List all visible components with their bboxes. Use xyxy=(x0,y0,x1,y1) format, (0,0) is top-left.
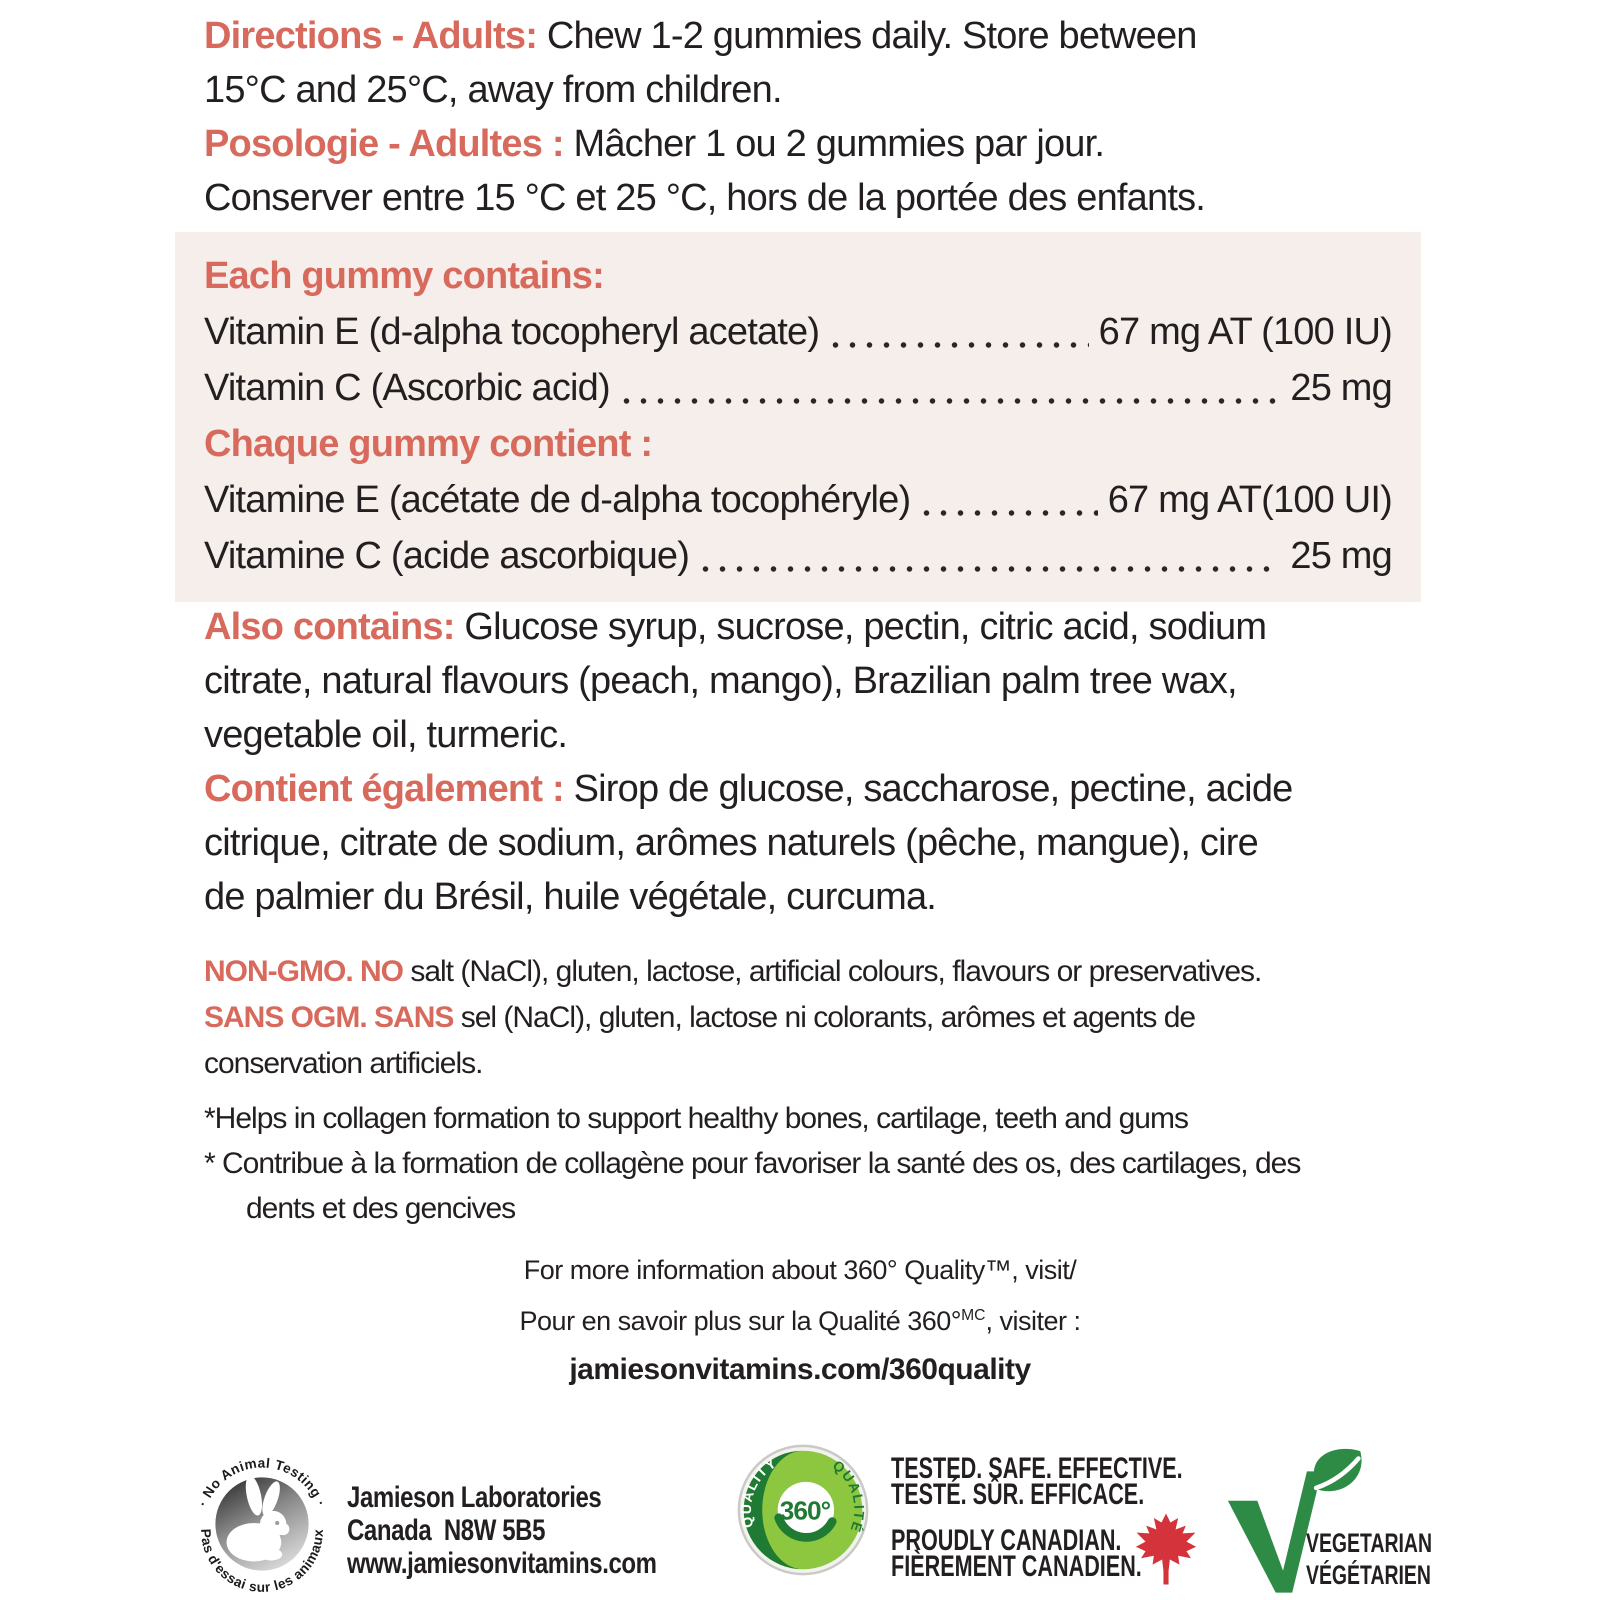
ingredient-rows-en xyxy=(204,304,1392,416)
ingredient-row xyxy=(204,472,1392,528)
rabbit-eye xyxy=(275,1521,279,1525)
dotted-leader xyxy=(618,360,1281,416)
text-line: * Contribue à la formation de collagène pour favoriser la santé des os, des cartilages, des xyxy=(204,1147,1301,1180)
text-line: PROUDLY CANADIAN. xyxy=(891,1524,1122,1557)
seal-quality-text: QUALITY xyxy=(737,1453,780,1530)
ingredient-amount: 67 mg AT (100 IU) xyxy=(1098,311,1392,353)
text-line: citrique, citrate de sodium, arômes naturels (pêche, mangue), cire xyxy=(204,822,1258,864)
text-line: de palmier du Brésil, huile végétale, curcuma. xyxy=(204,876,937,918)
supplement-facts-box xyxy=(175,232,1421,602)
ingredient-name: Vitamin E (d-alpha tocopheryl acetate) xyxy=(204,311,820,353)
footnotes-section xyxy=(204,1096,1300,1231)
ingredient-amount: 67 mg AT(100 UI) xyxy=(1107,479,1392,521)
vegetarian-label-en: VEGETARIAN xyxy=(1306,1528,1433,1558)
text-line: Directions - Adults: Chew 1-2 gummies daily. Store between xyxy=(204,15,1197,57)
ingredient-row xyxy=(204,360,1392,416)
seal-qualite-text: QUALITÉ xyxy=(829,1456,868,1536)
text-line: www.jamiesonvitamins.com xyxy=(347,1547,657,1580)
ingredient-name: Vitamine E (acétate de d-alpha tocophéryle) xyxy=(204,479,911,521)
chaque-gummy-contient-heading: Chaque gummy contient : xyxy=(204,423,653,465)
quality-360-seal xyxy=(735,1442,871,1578)
no-animal-testing-text: · No Animal Testing · xyxy=(195,1455,329,1509)
non-gmo-section xyxy=(204,949,1261,1087)
no-animal-testing-logo xyxy=(186,1446,338,1600)
text-line: dents et des gencives xyxy=(246,1192,516,1225)
text-line: 15°C and 25°C, away from children. xyxy=(204,69,782,111)
directions-section xyxy=(204,9,1205,225)
ingredient-row xyxy=(204,304,1392,360)
text-line: TESTÉ. SÛR. EFFICACE. xyxy=(891,1478,1145,1511)
text-line: Pour en savoir plus sur la Qualité 360°$^{MC}$, visiter : xyxy=(519,1306,1081,1336)
more-info-section xyxy=(0,1248,1600,1392)
dotted-leader xyxy=(918,472,1097,528)
also-contains-section xyxy=(204,600,1293,924)
text-line: Also contains: Glucose syrup, sucrose, pectin, citric acid, sodium xyxy=(204,606,1267,648)
ingredient-row xyxy=(204,528,1392,584)
pas-dessai-text: Pas d'essai sur les animaux xyxy=(198,1528,326,1595)
ingredient-name: Vitamine C (acide ascorbique) xyxy=(204,535,690,577)
text-line: Posologie - Adultes : Mâcher 1 ou 2 gummies par jour. xyxy=(204,123,1105,165)
dotted-leader xyxy=(827,304,1088,360)
text-line: Conserver entre 15 °C et 25 °C, hors de la portée des enfants. xyxy=(204,177,1206,219)
text-line: *Helps in collagen formation to support healthy bones, cartilage, teeth and gums xyxy=(204,1102,1188,1135)
company-info xyxy=(347,1481,657,1580)
text-line: jamiesonvitamins.com/360quality xyxy=(569,1353,1031,1386)
text-line: FIÈREMENT CANADIEN. xyxy=(891,1550,1142,1583)
text-line: Canada N8W 5B5 xyxy=(347,1514,546,1547)
vegetarian-label-fr: VÉGÉTARIEN xyxy=(1306,1560,1431,1590)
seal-360-text: 360° xyxy=(779,1495,831,1526)
text-line: citrate, natural flavours (peach, mango), Brazilian palm tree wax, xyxy=(204,660,1237,702)
text-line: For more information about 360° Quality™, visit/ xyxy=(523,1255,1077,1285)
ingredient-rows-fr xyxy=(204,472,1392,584)
text-line: NON-GMO. NO salt (NaCl), gluten, lactose, artificial colours, flavours or preservatives. xyxy=(204,955,1262,988)
ingredient-name: Vitamin C (Ascorbic acid) xyxy=(204,367,610,409)
text-line: Jamieson Laboratories xyxy=(347,1481,602,1514)
each-gummy-contains-heading: Each gummy contains: xyxy=(204,255,604,297)
ingredient-amount: 25 mg xyxy=(1290,535,1392,577)
text-line: SANS OGM. SANS sel (NaCl), gluten, lactose ni colorants, arômes et agents de xyxy=(204,1001,1196,1034)
text-line: TESTED. SAFE. EFFECTIVE. xyxy=(891,1452,1183,1485)
ingredient-amount: 25 mg xyxy=(1290,367,1392,409)
text-line: vegetable oil, turmeric. xyxy=(204,714,568,756)
text-line: Contient également : Sirop de glucose, saccharose, pectine, acide xyxy=(204,768,1293,810)
dotted-leader xyxy=(697,528,1280,584)
maple-leaf-icon xyxy=(1134,1512,1198,1586)
text-line: conservation artificiels. xyxy=(204,1047,483,1080)
